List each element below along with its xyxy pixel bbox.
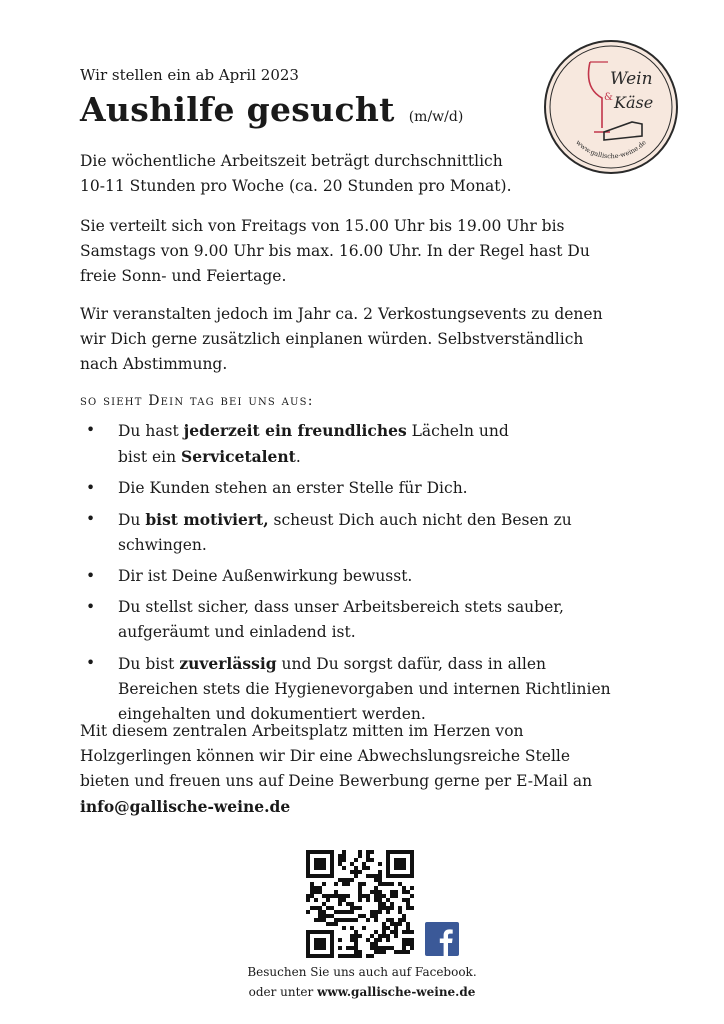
text-line: Wir veranstalten jedoch im Jahr ca. 2 Verkostungsevents zu denen xyxy=(80,305,603,323)
text-bold: jederzeit ein freundliches xyxy=(183,421,407,440)
text-line: 10-11 Stunden pro Woche (ca. 20 Stunden pro Monat). xyxy=(80,177,512,195)
bullet-icon: • xyxy=(86,479,96,497)
text-bold: bist motiviert, xyxy=(145,510,269,529)
text-run: und Du sorgst dafür, dass in allen xyxy=(276,655,546,673)
logo-word-kaese: Käse xyxy=(614,93,654,112)
paragraph-events xyxy=(80,302,655,377)
text-run: aufgeräumt und einladend ist. xyxy=(118,623,356,641)
bullet-icon: • xyxy=(86,654,96,672)
footer-facebook-note: Besuchen Sie uns auch auf Facebook. xyxy=(247,965,477,979)
bullet-icon: • xyxy=(86,598,96,616)
pre-title: Wir stellen ein ab April 2023 xyxy=(80,66,299,84)
paragraph-working-hours xyxy=(80,149,655,199)
text-run: Du stellst sicher, dass unser Arbeitsbereich stets sauber, xyxy=(118,598,564,616)
text-line: Mit diesem zentralen Arbeitsplatz mitten im Herzen von xyxy=(80,722,524,740)
text-line: Holzgerlingen können wir Dir eine Abwechslungsreiche Stelle xyxy=(80,747,571,765)
bullet-icon: • xyxy=(86,567,96,585)
text-line: wir Dich gerne zusätzlich einplanen würden. Selbstverständlich xyxy=(80,330,584,348)
text-line: Die wöchentliche Arbeitszeit beträgt durchschnittlich xyxy=(80,152,503,170)
paragraph-schedule xyxy=(80,214,655,289)
facebook-icon[interactable] xyxy=(425,922,459,956)
list-item xyxy=(80,507,655,558)
text-line: freie Sonn- und Feiertage. xyxy=(80,267,287,285)
list-item xyxy=(80,595,655,645)
qr-code-icon[interactable] xyxy=(306,850,414,958)
text-run: Lächeln und xyxy=(406,422,509,440)
text-run: scheust Dich auch nicht den Besen zu xyxy=(268,511,572,529)
email-link[interactable]: info@gallische-weine.de xyxy=(80,797,291,816)
text-run: Du xyxy=(118,511,146,529)
text-run: Du bist xyxy=(118,655,180,673)
website-link[interactable]: www.gallische-weine.de xyxy=(317,985,476,999)
text-run: schwingen. xyxy=(118,536,207,554)
logo-word-wein: Wein xyxy=(610,69,653,89)
section-heading: so sieht Dein tag bei uns aus: xyxy=(80,393,314,409)
list-item xyxy=(80,564,655,589)
list-item xyxy=(80,476,655,501)
paragraph-closing xyxy=(80,719,655,820)
text-run: bist ein xyxy=(118,448,182,466)
text-run: Du hast xyxy=(118,422,184,440)
text-run: . xyxy=(295,448,301,466)
text-run: Dir ist Deine Außenwirkung bewusst. xyxy=(118,567,413,585)
footer-website xyxy=(0,985,724,999)
duties-list xyxy=(80,418,655,733)
text-bold: zuverlässig xyxy=(179,654,277,673)
text-run: eingehalten und dokumentiert werden. xyxy=(118,705,426,723)
text-line: nach Abstimmung. xyxy=(80,355,228,373)
text-bold: Servicetalent xyxy=(181,447,296,466)
logo-url: www.gallische-weine.de xyxy=(574,138,648,161)
list-item xyxy=(80,651,655,727)
gender-note: (m/w/d) xyxy=(408,109,464,125)
text-line: Sie verteilt sich von Freitags von 15.00 Uhr bis 19.00 Uhr bis xyxy=(80,217,565,235)
text-run: oder unter xyxy=(248,985,318,999)
text-line: bieten und freuen uns auf Deine Bewerbung gerne per E-Mail an xyxy=(80,772,593,790)
bullet-icon: • xyxy=(86,510,96,528)
text-run: Die Kunden stehen an erster Stelle für Dich. xyxy=(118,479,468,497)
text-line: Samstags von 9.00 Uhr bis max. 16.00 Uhr. In der Regel hast Du xyxy=(80,242,590,260)
text-run: Bereichen stets die Hygienevorgaben und internen Richtlinien xyxy=(118,680,611,698)
bullet-icon: • xyxy=(86,421,96,439)
logo-ampersand: & xyxy=(604,92,613,103)
list-item xyxy=(80,418,655,470)
page-title: Aushilfe gesucht xyxy=(80,90,395,129)
title-row xyxy=(80,90,463,129)
